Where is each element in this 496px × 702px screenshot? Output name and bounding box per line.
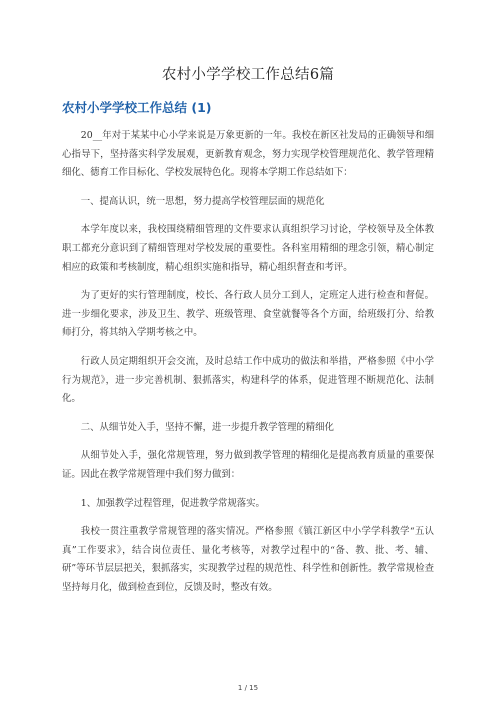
document-title: 农村小学学校工作总结6篇 — [161, 67, 335, 83]
body-paragraph: 我校一贯注重教学常规管理的落实情况。严格参照《镇江新区中小学学科教学“五认真”工作要求》，结合岗位责任、量化考核等，对教学过程中的“备、教、批、考、辅、研”等环节层层把关，狠抓落实，实现教学过程的规范性、科学性和创新性。教学常规检查坚持每月化，做到检查到位，反馈及时，整改有效。 — [62, 526, 434, 593]
body-paragraph: 从细节处入手，强化常规管理，努力做到教学管理的精细化是提高教育质量的重要保证。因此在教学常规管理中我们努力做到： — [62, 450, 434, 480]
subheading-paragraph: 1、加强教学过程管理，促进教学常规落实。 — [80, 497, 265, 509]
body-paragraph: 本学年度以来，我校围绕精细管理的文件要求认真组织学习讨论，学校领导及全体教职工都充分意识到了精细管理对学校发展的重要性。各科室用精细的理念引领，精心制定相应的政策和考核制度，精心组织实施和指导，精心组织督查和考评。 — [62, 224, 434, 273]
heading-paragraph-2: 二、从细节处入手，坚持不懈，进一步提升教学管理的精细化 — [80, 421, 334, 433]
body-paragraph: 行政人员定期组织开会交流，及时总结工作中成功的做法和举措，严格参照《中小学行为规范》，进一步完善机制、狠抓落实，构建科学的体系，促进管理不断规范化、法制化。 — [62, 355, 434, 405]
intro-paragraph: 20__年对于某某中心小学来说是万象更新的一年。我校在新区社发局的正确领导和细心指导下，坚持落实科学发展观，更新教育观念，努力实现学校管理规范化、教学管理精细化、德育工作目标化、学校发展特色化。现将本学期工作总结如下： — [62, 130, 434, 179]
document-body — [62, 127, 434, 607]
heading-paragraph-1: 一、提高认识，统一思想，努力提高学校管理层面的规范化 — [80, 195, 325, 207]
page-indicator: 1 / 15 — [237, 684, 259, 692]
section-heading: 农村小学学校工作总结 (1) — [62, 100, 212, 115]
body-paragraph: 为了更好的实行管理制度，校长、各行政人员分工到人，定班定人进行检查和督促。进一步细化要求，涉及卫生、教学、班级管理、食堂就餐等各个方面，给班级打分、给教师打分，将其纳入学期考核之中。 — [62, 290, 434, 339]
